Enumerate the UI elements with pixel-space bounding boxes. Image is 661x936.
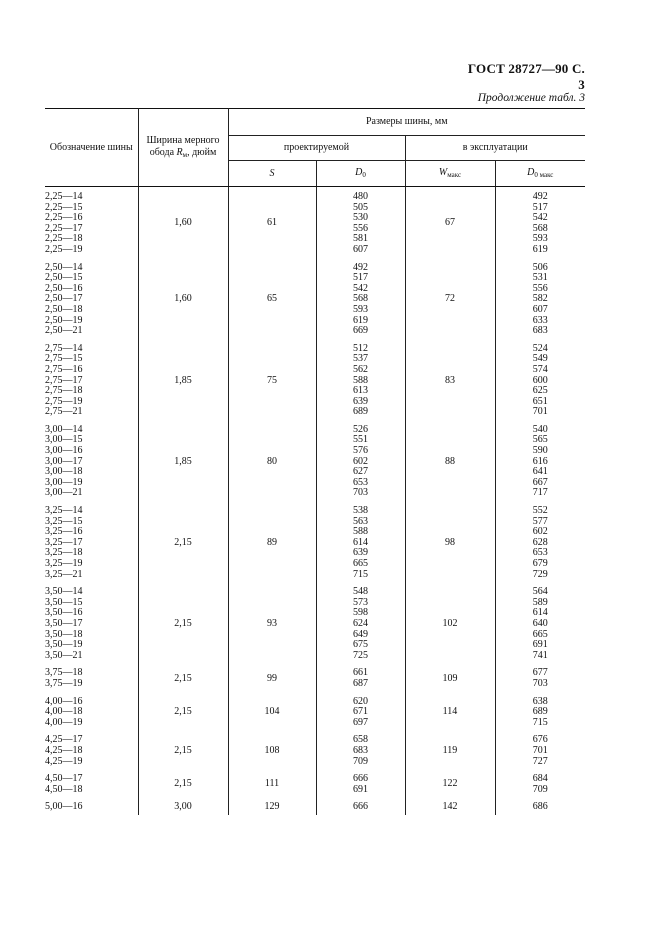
cell-d0max — [495, 582, 585, 663]
cell-d0-line: 562 — [353, 363, 368, 375]
cell-d0max-line: 691 — [532, 639, 548, 651]
cell-d0max-line: 577 — [532, 515, 548, 527]
cell-d0-line: 537 — [353, 353, 368, 365]
header-rim-width-prefix: обода — [149, 146, 175, 158]
cell-designation-line: 3,50—16 — [45, 607, 83, 619]
cell-s: 75 — [228, 339, 316, 420]
cell-d0 — [316, 797, 405, 815]
cell-d0-line: 665 — [353, 558, 368, 569]
cell-d0-line: 530 — [353, 212, 368, 224]
cell-d0-line: 619 — [353, 314, 368, 326]
cell-rim-width: 3,00 — [138, 797, 228, 815]
cell-rim-width: 2,15 — [138, 582, 228, 663]
cell-designation-line: 2,75—14 — [45, 342, 83, 354]
cell-d0-line: 556 — [353, 222, 368, 234]
cell-d0max-line: 602 — [532, 526, 548, 538]
cell-designation-line: 2,25—19 — [45, 243, 83, 255]
cell-d0max-line: 542 — [532, 212, 548, 224]
cell-designation-line: 4,00—19 — [45, 716, 83, 728]
cell-d0max-line: 686 — [532, 801, 548, 813]
cell-designation-line: 4,25—19 — [45, 755, 83, 767]
cell-designation-line: 2,75—15 — [45, 353, 83, 365]
table-row — [45, 797, 585, 815]
cell-d0 — [316, 339, 405, 420]
cell-designation-line: 3,25—18 — [45, 547, 83, 559]
cell-d0-line: 602 — [353, 455, 368, 467]
cell-d0max-line: 614 — [532, 607, 548, 619]
header-in-service: в эксплуатации — [405, 136, 585, 161]
table-row — [45, 582, 585, 663]
cell-designation-line: 2,50—19 — [45, 314, 83, 326]
cell-d0-line: 669 — [353, 325, 368, 337]
header-dimensions: Размеры шины, мм — [228, 109, 585, 136]
cell-rim-width: 1,60 — [138, 258, 228, 339]
cell-rim-width: 2,15 — [138, 769, 228, 797]
cell-designation-line: 2,25—15 — [45, 201, 83, 213]
cell-d0max-line: 625 — [532, 385, 548, 397]
standard-header: ГОСТ 28727—90 С. 3 — [467, 61, 585, 92]
cell-d0-line: 526 — [353, 423, 368, 435]
cell-d0max-line: 552 — [532, 505, 548, 517]
header-d0-symbol: D — [355, 166, 363, 178]
table-row — [45, 187, 585, 258]
header-d0max-symbol: D — [527, 166, 535, 178]
cell-designation-line: 2,50—16 — [45, 282, 83, 294]
cell-designation — [45, 501, 138, 582]
cell-d0max-line: 701 — [532, 744, 548, 756]
cell-d0-line: 658 — [353, 734, 368, 746]
cell-d0max-line: 568 — [532, 222, 548, 234]
cell-s: 111 — [228, 769, 316, 797]
cell-d0-line: 505 — [353, 201, 368, 213]
cell-designation-line: 2,50—18 — [45, 303, 83, 315]
cell-d0max-line: 640 — [532, 617, 548, 629]
cell-d0max-line: 667 — [532, 476, 548, 488]
cell-d0 — [316, 501, 405, 582]
cell-wmax: 83 — [405, 339, 495, 420]
cell-designation-line: 3,25—21 — [45, 568, 83, 580]
cell-designation-line: 2,25—18 — [45, 233, 83, 245]
cell-d0max-line: 564 — [532, 586, 548, 598]
cell-d0max-line: 524 — [532, 342, 548, 354]
cell-d0-line: 709 — [353, 755, 368, 767]
cell-rim-width: 2,15 — [138, 501, 228, 582]
cell-d0-line: 689 — [353, 406, 368, 418]
cell-s: 93 — [228, 582, 316, 663]
cell-d0-line: 551 — [353, 434, 368, 446]
cell-wmax: 98 — [405, 501, 495, 582]
cell-d0-line: 607 — [353, 243, 368, 255]
table-body — [45, 187, 585, 815]
cell-s: 89 — [228, 501, 316, 582]
cell-d0max-line: 492 — [532, 191, 548, 202]
cell-d0max-line: 638 — [532, 695, 548, 707]
cell-d0max-line: 549 — [532, 353, 548, 365]
cell-d0 — [316, 258, 405, 339]
cell-d0max — [495, 730, 585, 769]
cell-rim-width: 2,15 — [138, 730, 228, 769]
header-designed: проектируемой — [228, 136, 405, 161]
header-wmax-symbol: W — [438, 166, 448, 178]
cell-designation-line: 2,75—16 — [45, 363, 83, 375]
cell-designation-line: 3,50—15 — [45, 596, 83, 608]
cell-d0 — [316, 730, 405, 769]
cell-s: 108 — [228, 730, 316, 769]
cell-d0max-line: 715 — [532, 716, 548, 728]
cell-rim-width: 1,85 — [138, 339, 228, 420]
cell-d0max-line: 727 — [532, 755, 548, 767]
cell-designation-line: 3,50—17 — [45, 617, 83, 629]
cell-d0max — [495, 420, 585, 501]
cell-designation-line: 3,50—19 — [45, 639, 83, 651]
cell-s: 129 — [228, 797, 316, 815]
cell-d0-line: 614 — [353, 536, 368, 548]
cell-d0max-line: 600 — [532, 374, 548, 386]
cell-designation — [45, 339, 138, 420]
cell-d0 — [316, 187, 405, 258]
header-d0max-sub: 0 макс — [534, 170, 554, 179]
cell-d0-line: 671 — [353, 706, 368, 718]
cell-d0max-line: 709 — [532, 783, 548, 795]
cell-d0max-line: 677 — [532, 667, 548, 679]
cell-designation-line: 3,00—14 — [45, 423, 83, 435]
cell-wmax: 67 — [405, 187, 495, 258]
cell-d0max — [495, 187, 585, 258]
cell-d0max — [495, 339, 585, 420]
cell-d0-line: 588 — [353, 526, 368, 538]
cell-d0-line: 538 — [353, 505, 368, 517]
cell-d0max-line: 703 — [532, 677, 548, 689]
cell-d0max-line: 701 — [532, 406, 548, 418]
cell-designation-line: 3,75—19 — [45, 677, 83, 689]
cell-wmax: 109 — [405, 663, 495, 691]
cell-designation-line: 3,25—17 — [45, 536, 83, 548]
cell-d0-line: 691 — [353, 783, 368, 795]
cell-designation-line: 2,50—14 — [45, 261, 83, 273]
cell-rim-width: 2,15 — [138, 663, 228, 691]
cell-d0max-line: 683 — [532, 325, 548, 337]
cell-d0-line: 715 — [353, 568, 368, 580]
cell-d0 — [316, 420, 405, 501]
cell-designation-line: 3,25—19 — [45, 558, 83, 569]
cell-designation — [45, 730, 138, 769]
cell-d0max — [495, 663, 585, 691]
cell-d0max-line: 616 — [532, 455, 548, 467]
cell-d0max-line: 531 — [532, 272, 548, 284]
table-row — [45, 501, 585, 582]
cell-designation — [45, 663, 138, 691]
cell-d0-line: 542 — [353, 282, 368, 294]
cell-d0-line: 624 — [353, 617, 368, 629]
cell-designation-line: 4,00—16 — [45, 695, 83, 707]
table-continuation-label: Продолжение табл. 3 — [477, 92, 585, 104]
cell-d0-line: 613 — [353, 385, 368, 397]
cell-d0max-line: 653 — [532, 547, 548, 559]
cell-d0max-line: 651 — [532, 395, 548, 407]
cell-d0max-line: 729 — [532, 568, 548, 580]
cell-designation-line: 3,00—17 — [45, 455, 83, 467]
cell-d0max-line: 506 — [532, 261, 548, 273]
header-rim-width-suffix: , дюйм — [187, 146, 217, 158]
table-row — [45, 769, 585, 797]
cell-d0-line: 661 — [353, 667, 368, 679]
cell-designation-line: 3,75—18 — [45, 667, 83, 679]
cell-designation-line: 3,00—19 — [45, 476, 83, 488]
cell-d0max — [495, 797, 585, 815]
header-wmax — [405, 161, 495, 187]
header-rim-width-line1: Ширина мерного — [146, 134, 220, 146]
cell-d0max-line: 574 — [532, 363, 548, 375]
header-s-symbol: S — [269, 167, 275, 179]
table-row — [45, 339, 585, 420]
cell-designation-line: 3,25—15 — [45, 515, 83, 527]
cell-designation-line: 4,50—18 — [45, 783, 83, 795]
header-designation: Обозначение шины — [45, 109, 138, 187]
cell-d0max — [495, 501, 585, 582]
cell-designation-line: 2,50—17 — [45, 293, 83, 305]
cell-designation-line: 5,00—16 — [45, 801, 83, 813]
header-rim-width-symbol: R — [176, 146, 183, 158]
cell-d0-line: 598 — [353, 607, 368, 619]
table-row — [45, 663, 585, 691]
cell-d0-line: 576 — [353, 445, 368, 457]
cell-d0-line: 687 — [353, 677, 368, 689]
cell-d0-line: 666 — [353, 773, 368, 785]
cell-d0max-line: 607 — [532, 303, 548, 315]
cell-d0-line: 620 — [353, 695, 368, 707]
cell-d0-line: 725 — [353, 649, 368, 661]
table-header — [45, 109, 585, 187]
cell-d0max — [495, 692, 585, 731]
cell-d0max-line: 565 — [532, 434, 548, 446]
cell-designation-line: 3,00—21 — [45, 487, 83, 499]
cell-wmax: 114 — [405, 692, 495, 731]
cell-d0-line: 568 — [353, 293, 368, 305]
cell-designation-line: 3,25—14 — [45, 505, 83, 517]
cell-d0max-line: 665 — [532, 628, 548, 640]
cell-rim-width: 1,85 — [138, 420, 228, 501]
cell-designation — [45, 258, 138, 339]
cell-d0max-line: 593 — [532, 233, 548, 245]
cell-d0-line: 697 — [353, 716, 368, 728]
cell-designation-line: 3,50—21 — [45, 649, 83, 661]
cell-d0-line: 548 — [353, 586, 368, 598]
cell-d0-line: 683 — [353, 744, 368, 756]
cell-d0-line: 593 — [353, 303, 368, 315]
cell-s: 61 — [228, 187, 316, 258]
cell-designation-line: 2,75—17 — [45, 374, 83, 386]
cell-d0-line: 517 — [353, 272, 368, 284]
tire-dimensions-table — [45, 108, 585, 815]
cell-d0-line: 639 — [353, 395, 368, 407]
cell-designation-line: 2,50—15 — [45, 272, 83, 284]
cell-d0-line: 649 — [353, 628, 368, 640]
cell-d0-line: 639 — [353, 547, 368, 559]
header-d0-sub: 0 — [362, 170, 366, 179]
cell-d0max-line: 641 — [532, 466, 548, 478]
cell-d0max-line: 628 — [532, 536, 548, 548]
cell-d0-line: 675 — [353, 639, 368, 651]
cell-designation-line: 2,75—19 — [45, 395, 83, 407]
cell-d0max-line: 684 — [532, 773, 548, 785]
cell-d0max — [495, 258, 585, 339]
header-wmax-sub: макс — [447, 170, 462, 179]
cell-d0max-line: 676 — [532, 734, 548, 746]
cell-d0max — [495, 769, 585, 797]
cell-designation-line: 4,00—18 — [45, 706, 83, 718]
cell-d0 — [316, 663, 405, 691]
cell-d0-line: 666 — [353, 801, 368, 813]
cell-designation-line: 4,50—17 — [45, 773, 83, 785]
cell-d0-line: 573 — [353, 596, 368, 608]
header-s — [228, 161, 316, 187]
cell-wmax: 72 — [405, 258, 495, 339]
table-row — [45, 420, 585, 501]
cell-designation-line: 2,75—21 — [45, 406, 83, 418]
cell-d0-line: 653 — [353, 476, 368, 488]
cell-designation-line: 2,25—17 — [45, 222, 83, 234]
cell-designation — [45, 769, 138, 797]
cell-s: 80 — [228, 420, 316, 501]
cell-designation-line: 3,00—15 — [45, 434, 83, 446]
cell-designation-line: 2,50—21 — [45, 325, 83, 337]
cell-d0max-line: 633 — [532, 314, 548, 326]
cell-designation-line: 2,25—16 — [45, 212, 83, 224]
cell-designation-line: 3,25—16 — [45, 526, 83, 538]
header-d0 — [316, 161, 405, 187]
cell-d0 — [316, 582, 405, 663]
cell-d0-line: 581 — [353, 233, 368, 245]
cell-designation — [45, 582, 138, 663]
header-d0max — [495, 161, 585, 187]
cell-d0-line: 480 — [353, 191, 368, 202]
cell-d0max-line: 619 — [532, 243, 548, 255]
header-rim-width-sub: м — [182, 150, 188, 159]
cell-rim-width: 1,60 — [138, 187, 228, 258]
cell-d0max-line: 689 — [532, 706, 548, 718]
table-row — [45, 258, 585, 339]
cell-d0max-line: 590 — [532, 445, 548, 457]
cell-wmax: 122 — [405, 769, 495, 797]
cell-d0-line: 703 — [353, 487, 368, 499]
header-rim-width — [138, 109, 228, 187]
cell-d0max-line: 589 — [532, 596, 548, 608]
cell-s: 99 — [228, 663, 316, 691]
cell-designation-line: 3,50—14 — [45, 586, 83, 598]
cell-d0max-line: 582 — [532, 293, 548, 305]
cell-rim-width: 2,15 — [138, 692, 228, 731]
cell-wmax: 142 — [405, 797, 495, 815]
cell-d0-line: 627 — [353, 466, 368, 478]
cell-designation-line: 4,25—17 — [45, 734, 83, 746]
cell-s: 65 — [228, 258, 316, 339]
cell-d0-line: 563 — [353, 515, 368, 527]
cell-designation-line: 4,25—18 — [45, 744, 83, 756]
cell-d0max-line: 679 — [532, 558, 548, 569]
cell-designation — [45, 797, 138, 815]
cell-designation-line: 2,25—14 — [45, 191, 83, 202]
cell-wmax: 102 — [405, 582, 495, 663]
cell-d0max-line: 717 — [532, 487, 548, 499]
cell-designation — [45, 420, 138, 501]
cell-wmax: 119 — [405, 730, 495, 769]
cell-d0 — [316, 769, 405, 797]
cell-d0max-line: 556 — [532, 282, 548, 294]
cell-designation — [45, 187, 138, 258]
cell-designation-line: 3,50—18 — [45, 628, 83, 640]
cell-designation-line: 3,00—16 — [45, 445, 83, 457]
cell-s: 104 — [228, 692, 316, 731]
cell-d0 — [316, 692, 405, 731]
table-row — [45, 692, 585, 731]
cell-designation — [45, 692, 138, 731]
table-row — [45, 730, 585, 769]
cell-d0max-line: 517 — [532, 201, 548, 213]
cell-d0-line: 512 — [353, 342, 368, 354]
cell-designation-line: 3,00—18 — [45, 466, 83, 478]
cell-d0-line: 492 — [353, 261, 368, 273]
cell-wmax: 88 — [405, 420, 495, 501]
cell-d0max-line: 540 — [532, 423, 548, 435]
cell-d0max-line: 741 — [532, 649, 548, 661]
cell-d0-line: 588 — [353, 374, 368, 386]
cell-designation-line: 2,75—18 — [45, 385, 83, 397]
